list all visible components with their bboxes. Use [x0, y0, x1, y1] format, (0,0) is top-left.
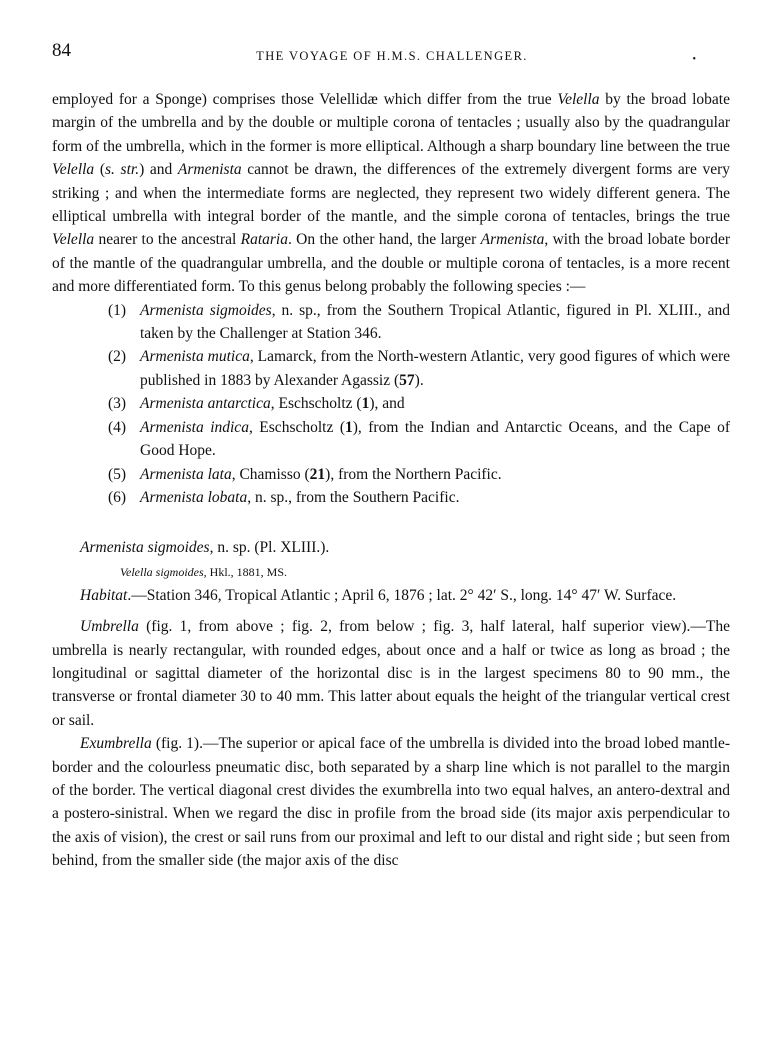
- stray-mark: •: [692, 54, 696, 65]
- species-item: [108, 463, 730, 486]
- list-number: (5): [108, 465, 127, 483]
- species-text: ), from the Northern Pacific.: [325, 465, 502, 483]
- species-text: , Chamisso (: [231, 465, 310, 483]
- intro-text: (: [94, 161, 105, 179]
- spacer: [52, 509, 730, 536]
- species-name: Armenista lata: [140, 465, 232, 483]
- genus-name: Velella: [557, 91, 600, 108]
- reference-number: 21: [309, 465, 326, 483]
- umbrella-text: (fig. 1, from above ; fig. 2, from below ; fig. 3, half lateral, half superior view).—The umbrella is nearly rectangular, with rounded edges, about once and a half or twice as long as broad ; the longitudinal or sagittal diameter of the horizontal disc is in the largest specimens 80 to 90 mm., the transverse or frontal diameter 30 to 40 mm. This latter about equals the height of the triangular vertical crest or sail.: [52, 618, 730, 729]
- intro-text: by the broad lobate margin of the umbrella and by the double or multiple corona of tentacles ; usually also by the quadrangular form of the umbrella, which in the former is more elliptical. Although a sharp boundary line between the true: [52, 91, 730, 155]
- exumbrella-text: (fig. 1).—The superior or apical face of the umbrella is divided into the broad lobed mantle-border and the colourless pneumatic disc, both separated by a sharp line which is not parallel to the margin of the border. The vertical diagonal crest divides the exumbrella into two equal halves, an antero-dextral and a postero-sinistral. When we regard the disc in profile from the broad side (its major axis perpendicular to the axis of vision), the crest or sail runs from our proximal and left to our distal and right side ; but seen from behind, from the smaller side (the major axis of the disc: [52, 735, 730, 870]
- species-item: [108, 392, 730, 415]
- list-number: (1): [108, 301, 127, 319]
- list-number: (3): [108, 395, 127, 413]
- species-heading-text: , n. sp. (Pl. XLIII.).: [209, 539, 330, 557]
- species-heading-name: Armenista sigmoides: [80, 539, 210, 557]
- list-number: (4): [108, 418, 127, 436]
- species-name: Armenista lobata: [140, 488, 248, 506]
- reference-number: 57: [399, 371, 415, 389]
- genus-name: Armenista: [177, 161, 242, 179]
- species-name: Armenista indica: [140, 418, 249, 436]
- page-number: 84: [52, 40, 71, 61]
- exumbrella-paragraph: [52, 732, 730, 872]
- species-name: Armenista mutica: [140, 348, 250, 366]
- spacer: [52, 607, 730, 615]
- species-item: [108, 416, 731, 463]
- genus-name: Velella: [52, 161, 95, 179]
- species-item: [108, 299, 730, 346]
- reference-number: 1: [361, 395, 370, 413]
- synonym-text: , Hkl., 1881, MS.: [203, 564, 287, 579]
- species-text: ), and: [369, 395, 405, 413]
- habitat-label: Habitat: [80, 586, 128, 604]
- intro-text: employed for a Sponge) comprises those Velellidæ which differ from the true: [52, 91, 558, 108]
- umbrella-paragraph: [52, 615, 730, 732]
- species-text: ), from the Indian and Antarctic Oceans, and the Cape of Good Hope.: [140, 418, 731, 460]
- synonym-line: [52, 560, 730, 584]
- habitat-paragraph: [52, 584, 730, 607]
- species-item: [108, 345, 730, 392]
- species-text: , Eschscholtz (: [270, 395, 362, 413]
- latin-abbrev: s. str.: [105, 161, 140, 179]
- species-name: Armenista antarctica: [140, 395, 271, 413]
- genus-name: Velella: [52, 231, 95, 249]
- species-text: , n. sp., from the Southern Pacific.: [247, 488, 460, 506]
- habitat-text: .—Station 346, Tropical Atlantic ; April 6, 1876 ; lat. 2° 42′ S., long. 14° 47′ W. Surface.: [127, 586, 677, 604]
- reference-number: 1: [345, 418, 353, 436]
- intro-text: ) and: [139, 161, 178, 179]
- intro-text: , with the broad lobate border of the mantle of the quadrangular umbrella, and the double or multiple corona of tentacles, is a more recent and more differentiated form. To this genus belong probably the following species :—: [52, 231, 731, 296]
- species-name: Armenista sigmoides: [140, 301, 272, 319]
- species-text: , n. sp., from the Southern Tropical Atlantic, figured in Pl. XLIII., and taken by the Challenger at Station 346.: [140, 301, 730, 343]
- species-item: [108, 486, 730, 509]
- exumbrella-label: Exumbrella: [80, 735, 152, 753]
- species-heading: [52, 536, 730, 559]
- intro-text: cannot be drawn, the differences of the extremely divergent forms are very striking ; and when the intermediate forms are neglected, they represent two widely different genera. The elliptical umbrella with integral border of the mantle, and the simple corona of tentacles, brings the true: [52, 161, 731, 226]
- page-body: [52, 88, 730, 873]
- species-list: [52, 299, 730, 510]
- intro-text: . On the other hand, the larger: [287, 231, 481, 249]
- page-header: [52, 40, 732, 66]
- genus-name: Rataria: [240, 231, 288, 249]
- synonym-name: Velella sigmoides: [120, 564, 204, 579]
- species-text: ).: [414, 371, 424, 389]
- species-text: , Eschscholtz (: [248, 418, 345, 436]
- intro-paragraph: [52, 88, 730, 299]
- list-number: (6): [108, 488, 127, 506]
- genus-name: Armenista: [480, 231, 545, 249]
- list-number: (2): [108, 348, 127, 366]
- running-title: THE VOYAGE OF H.M.S. CHALLENGER.: [256, 49, 528, 63]
- umbrella-label: Umbrella: [80, 618, 139, 636]
- intro-text: nearer to the ancestral: [94, 231, 241, 249]
- species-text: , Lamarck, from the North-western Atlantic, very good figures of which were published in 1883 by Alexander Agassiz (: [140, 348, 730, 389]
